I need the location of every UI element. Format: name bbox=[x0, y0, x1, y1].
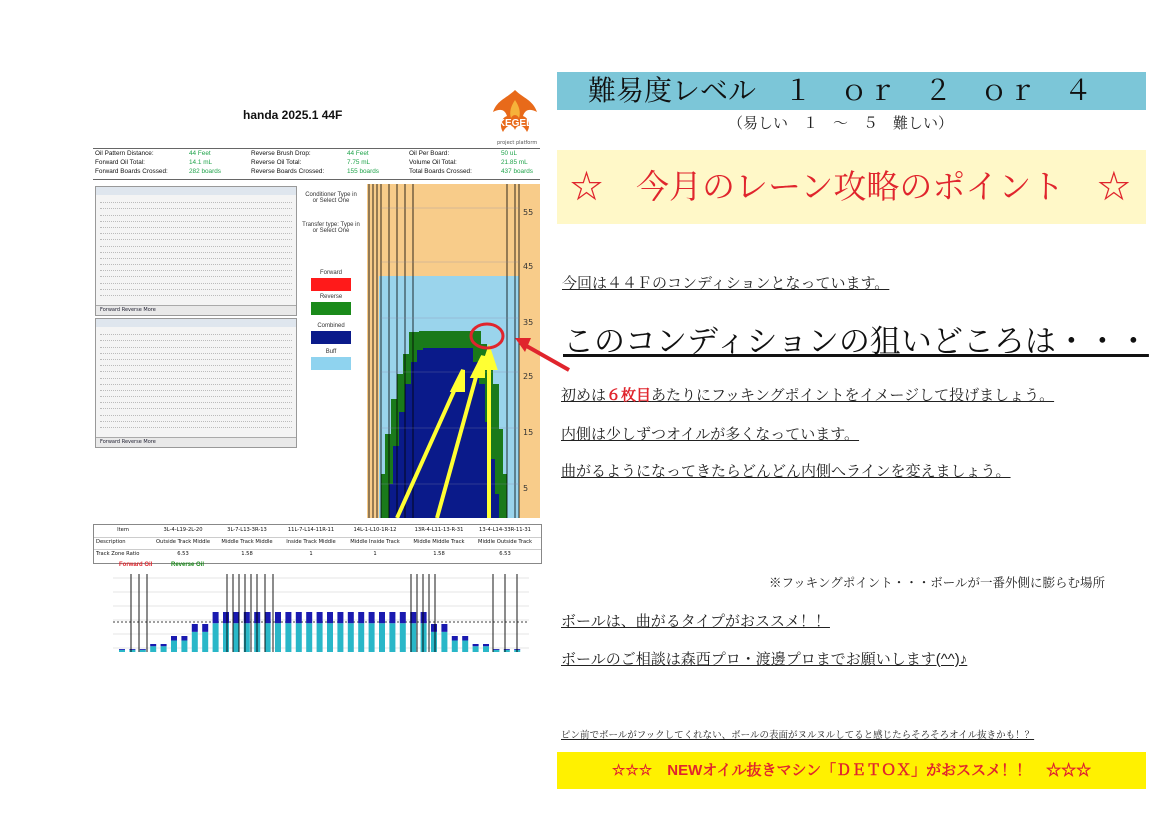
inside-oil-note: 内側は少しずつオイルが多くなっています。 bbox=[561, 426, 860, 443]
logo-text: KEGEL bbox=[497, 118, 533, 129]
bar-reverse bbox=[213, 623, 219, 652]
bar-forward bbox=[181, 636, 187, 640]
sheet-tabs[interactable]: Forward Reverse More bbox=[96, 305, 296, 315]
bar-forward bbox=[213, 612, 219, 623]
bar-reverse bbox=[140, 650, 146, 652]
scale-label: 5 bbox=[523, 484, 529, 493]
detox-promo-text: ☆☆☆ NEWオイル抜きマシン「ＤＥＴＯＸ」がおススメ！！ ☆☆☆ bbox=[611, 762, 1092, 779]
legend-label: Forward bbox=[319, 270, 342, 276]
bar-reverse bbox=[285, 623, 291, 652]
cell: Middle Middle Track bbox=[413, 539, 465, 545]
value: 7.75 mL bbox=[347, 159, 371, 166]
bar-reverse bbox=[421, 623, 427, 652]
aim-heading: このコンディションの狙いどころは・・・ bbox=[563, 324, 1149, 359]
cell: Middle Outside Track bbox=[477, 539, 533, 545]
scale-label: 35 bbox=[523, 318, 534, 327]
bar-forward bbox=[275, 612, 281, 623]
cell: Track Zone Ratio bbox=[96, 551, 140, 557]
bar-reverse bbox=[275, 623, 281, 652]
label: Reverse Oil Total: bbox=[251, 159, 302, 166]
ball-recommendation: ボールは、曲がるタイプがおススメ！！ bbox=[561, 613, 830, 630]
bar-reverse bbox=[317, 623, 323, 652]
legend-swatch-forward bbox=[311, 278, 351, 291]
bar-reverse bbox=[358, 623, 364, 652]
cell: Middle Track Middle bbox=[221, 539, 273, 545]
value: 14.1 mL bbox=[189, 159, 213, 166]
sheet-tabs[interactable]: Forward Reverse More bbox=[96, 437, 296, 447]
table-rows bbox=[100, 197, 292, 296]
line-change-advice: 曲がるようになってきたらどんどん内側へラインを変えましょう。 bbox=[561, 463, 1011, 480]
bar-forward bbox=[161, 644, 167, 646]
track-zone-table bbox=[93, 524, 542, 564]
hooking-point-advice bbox=[561, 384, 1054, 405]
scale-label: 15 bbox=[523, 428, 534, 437]
label: Oil Pattern Distance: bbox=[95, 150, 154, 157]
bar-reverse bbox=[379, 623, 385, 652]
bar-forward bbox=[379, 612, 385, 623]
cell: 1.58 bbox=[241, 551, 253, 557]
bar-forward bbox=[452, 636, 458, 640]
bar-reverse bbox=[181, 640, 187, 652]
cell: 1 bbox=[309, 551, 313, 557]
label: Volume Oil Total: bbox=[409, 159, 457, 166]
value: 21.85 mL bbox=[501, 159, 528, 166]
bar-forward bbox=[129, 649, 135, 650]
bar-reverse bbox=[265, 623, 271, 652]
bar-reverse bbox=[129, 650, 135, 652]
bar-forward bbox=[285, 612, 291, 623]
bar-reverse bbox=[161, 646, 167, 652]
bar-reverse bbox=[171, 640, 177, 652]
cell: 6.53 bbox=[499, 551, 511, 557]
bar-forward bbox=[306, 612, 312, 623]
cell: Inside Track Middle bbox=[286, 539, 336, 545]
bar-reverse bbox=[337, 623, 343, 652]
bar-reverse bbox=[389, 623, 395, 652]
bar-reverse bbox=[452, 640, 458, 652]
forward-load-table bbox=[95, 186, 297, 316]
cell: 3L-4-L19-2L-20 bbox=[163, 527, 203, 533]
reverse-load-table bbox=[95, 318, 297, 448]
bar-reverse bbox=[119, 650, 125, 652]
label: Reverse Boards Crossed: bbox=[251, 168, 325, 175]
label: Total Boards Crossed: bbox=[409, 168, 472, 175]
bar-reverse bbox=[462, 640, 468, 652]
bar-forward bbox=[171, 636, 177, 640]
oil-pattern-sheet bbox=[93, 80, 540, 652]
strategy-title-text: ☆ 今月のレーン攻略のポイント ☆ bbox=[570, 168, 1131, 205]
bar-reverse bbox=[296, 623, 302, 652]
legend-swatch-combined bbox=[311, 331, 351, 344]
bar-forward bbox=[483, 644, 489, 646]
bar-forward bbox=[421, 612, 427, 623]
bar-reverse bbox=[400, 623, 406, 652]
scale-label: 25 bbox=[523, 372, 534, 381]
difficulty-level-text: 難易度レベル １ ｏｒ ２ ｏｒ ４ bbox=[588, 75, 1093, 106]
bar-forward bbox=[389, 612, 395, 623]
bar-legend-reverse: Reverse Oil bbox=[171, 562, 205, 568]
cell: Outside Track Middle bbox=[155, 539, 211, 545]
legend-swatch-reverse bbox=[311, 302, 351, 315]
table-rows bbox=[100, 329, 292, 428]
kegel-logo bbox=[489, 86, 541, 142]
transfer-text: Transfer type: Type in or Select One bbox=[302, 222, 360, 234]
bar-forward bbox=[473, 644, 479, 646]
label: Oil Per Board: bbox=[409, 150, 450, 157]
bar-forward bbox=[493, 649, 499, 650]
bar-forward bbox=[150, 644, 156, 646]
bar-reverse bbox=[233, 623, 239, 652]
scale-label: 45 bbox=[523, 262, 534, 271]
sheet-title: handa 2025.1 44F bbox=[243, 108, 343, 122]
bar-divider-lines bbox=[131, 574, 517, 652]
bar-reverse bbox=[306, 623, 312, 652]
difficulty-scale-note: （易しい １ ～ ５ 難しい） bbox=[728, 115, 954, 132]
cell: 13R-4-L11-13-R-31 bbox=[414, 527, 464, 533]
bar-forward bbox=[462, 636, 468, 640]
oil-removal-hint: ピン前でボールがフックしてくれない、ボールの表面がヌルヌルしてると感じたらそろそろオイル抜きかも！？ bbox=[561, 730, 1035, 741]
bar-forward bbox=[296, 612, 302, 623]
bar-reverse bbox=[369, 623, 375, 652]
table-row bbox=[94, 549, 541, 561]
value: 282 boards bbox=[189, 168, 221, 175]
value: 155 boards bbox=[347, 168, 379, 175]
bar-forward bbox=[140, 649, 146, 650]
pattern-header bbox=[93, 148, 540, 180]
cell: 1.58 bbox=[433, 551, 445, 557]
value: 44 Feet bbox=[347, 150, 369, 157]
bar-forward bbox=[119, 649, 125, 650]
bar-forward bbox=[265, 612, 271, 623]
cell: 6.53 bbox=[177, 551, 189, 557]
bar-forward bbox=[400, 612, 406, 623]
label: Reverse Brush Drop: bbox=[251, 150, 311, 157]
bar-forward bbox=[431, 624, 437, 632]
cell: 13-4-L14-33R-11-31 bbox=[479, 527, 531, 533]
cell: 11L-7-L14-11R-11 bbox=[287, 527, 335, 533]
legend-label: Buff bbox=[325, 349, 337, 355]
legend-label: Reverse bbox=[319, 294, 343, 300]
hooking-point-definition: ※フッキングポイント・・・ボールが一番外側に膨らむ場所 bbox=[769, 576, 1106, 590]
cell: Middle Inside Track bbox=[350, 539, 400, 545]
label: Forward Boards Crossed: bbox=[95, 168, 168, 175]
value: 437 boards bbox=[501, 168, 533, 175]
bar-forward bbox=[348, 612, 354, 623]
bar-reverse bbox=[483, 646, 489, 652]
bar-series bbox=[119, 612, 520, 652]
value: 44 Feet bbox=[189, 150, 211, 157]
board-number: ６枚目 bbox=[606, 387, 652, 404]
oil-bar-graph bbox=[99, 570, 529, 652]
bar-forward bbox=[358, 612, 364, 623]
table-header-row bbox=[96, 319, 296, 327]
bar-reverse bbox=[348, 623, 354, 652]
bar-reverse bbox=[192, 632, 198, 652]
bar-reverse bbox=[150, 646, 156, 652]
bar-forward bbox=[202, 624, 208, 632]
conditioner-text: Conditioner Type in or Select One bbox=[305, 192, 357, 204]
bar-forward bbox=[337, 612, 343, 623]
bar-reverse bbox=[441, 632, 447, 652]
bar-forward bbox=[223, 612, 229, 623]
advice-text: 初めは bbox=[561, 387, 607, 404]
pattern-legend bbox=[311, 270, 351, 370]
legend-label: Combined bbox=[317, 323, 345, 329]
cell: Description bbox=[96, 539, 126, 545]
bar-reverse bbox=[327, 623, 333, 652]
bar-forward bbox=[327, 612, 333, 623]
advice-text: あたりにフッキングポイントをイメージして投げましょう。 bbox=[651, 387, 1055, 404]
bar-reverse bbox=[223, 623, 229, 652]
legend-swatch-buff bbox=[311, 357, 351, 370]
bar-forward bbox=[317, 612, 323, 623]
table-header-row bbox=[96, 187, 296, 195]
bar-reverse bbox=[202, 632, 208, 652]
condition-intro: 今回は４４Ｆのコンディションとなっています。 bbox=[562, 275, 890, 292]
cell: 3L-7-L13-3R-13 bbox=[227, 527, 267, 533]
bar-reverse bbox=[473, 646, 479, 652]
value: 50 uL bbox=[501, 150, 517, 157]
label: Forward Oil Total: bbox=[95, 159, 145, 166]
bar-forward bbox=[233, 612, 239, 623]
cell: 14L-1-L10-1R-12 bbox=[353, 527, 397, 533]
bar-forward bbox=[369, 612, 375, 623]
bar-legend-forward: Forward Oil bbox=[119, 562, 153, 568]
ball-consultation: ボールのご相談は森西プロ・渡邊プロまでお願いします(^^)♪ bbox=[561, 651, 968, 668]
bar-reverse bbox=[431, 632, 437, 652]
cell: Item bbox=[117, 527, 129, 533]
bar-forward bbox=[192, 624, 198, 632]
bar-forward bbox=[441, 624, 447, 632]
cell: 1 bbox=[373, 551, 377, 557]
scale-label: 55 bbox=[523, 208, 534, 217]
bar-reverse bbox=[493, 650, 499, 652]
logo-subtitle: project platform bbox=[497, 140, 538, 146]
